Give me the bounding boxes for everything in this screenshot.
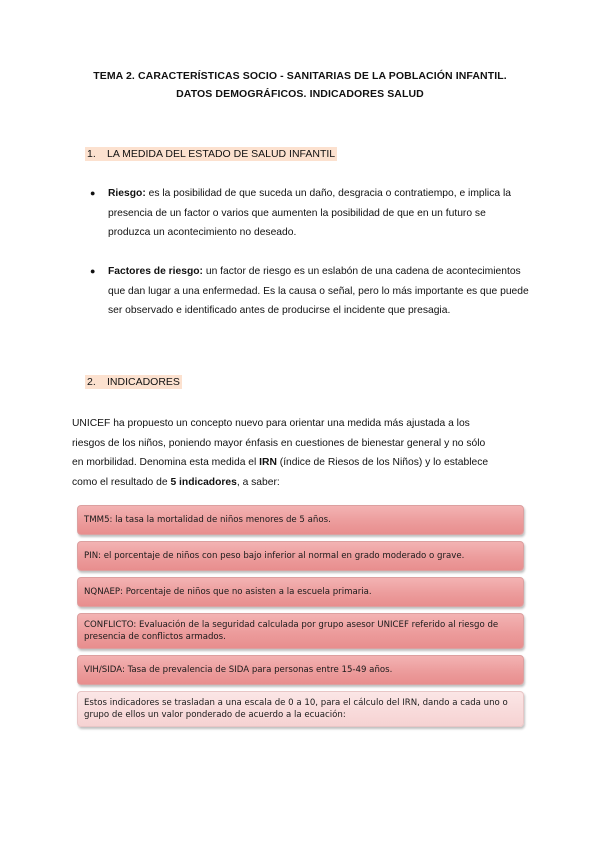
paragraph-bold: IRN [259, 457, 277, 468]
indicator-box-vih-sida [77, 655, 524, 685]
bullet-dot-icon: ● [90, 188, 96, 198]
indicator-text: Estos indicadores se trasladan a una escala de 0 a 10, para el cálculo del IRN, dando a cada uno o grupo de ellos un valor ponderado de acuerdo a la ecuación: [84, 698, 508, 720]
paragraph-text: (índice de Riesos de los Niños) y lo establece [276, 457, 489, 468]
section-number: 1. [87, 148, 96, 160]
document-title [60, 67, 540, 103]
bullet-term: Riesgo: [108, 188, 146, 199]
section-number: 2. [87, 376, 96, 388]
indicator-text: PIN: el porcentaje de niños con peso bajo inferior al normal en grado moderado o grave. [84, 551, 465, 561]
section-heading-1 [85, 148, 337, 160]
paragraph-text: , a saber: [236, 476, 280, 488]
indicator-box-tmm5 [77, 505, 524, 535]
indicator-text: CONFLICTO: Evaluación de la seguridad calculada por grupo asesor UNICEF referido al riesgo de presencia de conflictos armados. [84, 620, 499, 642]
bullet-item-riesgo [90, 184, 530, 243]
section-label: LA MEDIDA DEL ESTADO DE SALUD INFANTIL [107, 148, 336, 160]
paragraph-line [72, 473, 534, 493]
indicator-box-conflicto [77, 613, 524, 649]
indicator-text: TMM5: la tasa la mortalidad de niños menores de 5 años. [84, 515, 331, 525]
bullet-text: es la posibilidad de que suceda un daño, desgracia o contratiempo, e implica la presencia de un factor o varios que aumenten la posibilidad de que en un futuro se produzca un acontecimiento no deseado. [108, 188, 511, 238]
bullet-item-factores [90, 262, 530, 321]
paragraph-line: riesgos de los niños, poniendo mayor énfasis en cuestiones de bienestar general y no sólo [72, 437, 486, 449]
paragraph-text: como el resultado de [72, 476, 171, 488]
paragraph-line: UNICEF ha propuesto un concepto nuevo para orientar una medida más ajustada a los [72, 418, 470, 429]
indicator-box-note [77, 691, 524, 727]
paragraph-line [72, 453, 534, 473]
title-line-2: DATOS DEMOGRÁFICOS. INDICADORES SALUD [176, 88, 424, 100]
bullet-list-2 [90, 262, 530, 321]
indicator-text: VIH/SIDA: Tasa de prevalencia de SIDA para personas entre 15-49 años. [84, 665, 393, 675]
paragraph-bold: 5 indicadores [170, 476, 237, 488]
bullet-term: Factores de riesgo: [108, 266, 203, 277]
title-line-1: TEMA 2. CARACTERÍSTICAS SOCIO - SANITARIAS DE LA POBLACIÓN INFANTIL. [93, 70, 507, 82]
section-label: INDICADORES [107, 376, 180, 388]
indicator-box-nqnaep [77, 577, 524, 607]
indicator-box-pin [77, 541, 524, 571]
indicator-text: NQNAEP: Porcentaje de niños que no asisten a la escuela primaria. [84, 587, 372, 597]
bullet-list-1 [90, 184, 530, 243]
body-paragraph [72, 414, 534, 492]
section-heading-2 [85, 376, 182, 388]
paragraph-text: en morbilidad. Denomina esta medida el [72, 457, 260, 468]
bullet-dot-icon: ● [90, 266, 96, 276]
indicator-boxes [77, 505, 524, 727]
bullet-text: un factor de riesgo es un eslabón de una cadena de acontecimientos que dan lugar a una enfermedad. Es la causa o señal, pero lo más importante es que puede ser observado e identificado antes de producirse el incidente que presagia. [108, 266, 529, 316]
